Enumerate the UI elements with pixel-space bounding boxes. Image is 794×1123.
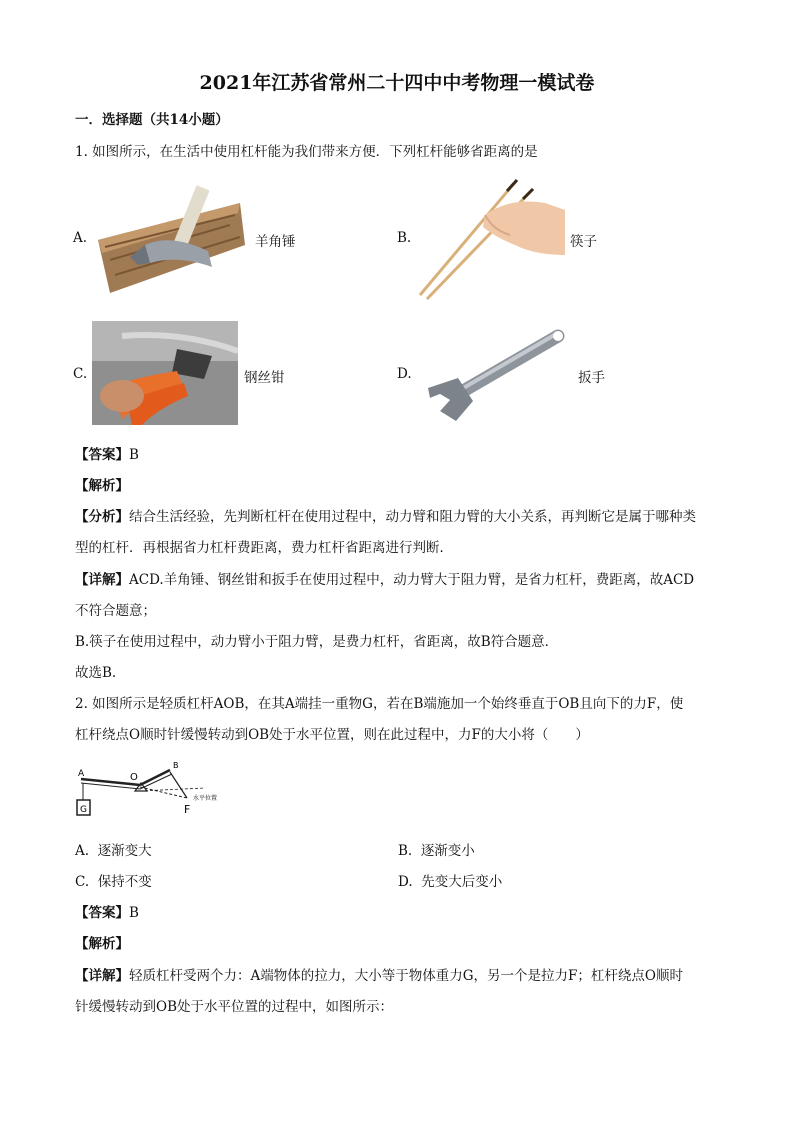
- q2-stem-line-1: 2. 如图所示是轻质杠杆AOB，在其A端挂一重物G，若在B端施加一个始终垂直于OB且向下的力F，使: [75, 696, 684, 712]
- q2-option-c: [75, 870, 152, 890]
- q2-option-a: [75, 839, 152, 859]
- q1-xiangjie-line-2: 不符合题意；: [75, 603, 156, 619]
- q2-xiangjie-line-1: [75, 964, 683, 984]
- q1-option-d-letter: D.: [397, 366, 412, 382]
- lever-label-f: F: [184, 803, 191, 816]
- lever-label-b: B: [173, 761, 179, 770]
- q1-xiangjie-text-1: ACD.羊角锤、钢丝钳和扳手在使用过程中，动力臂大于阻力臂，是省力杠杆，费距离，故ACD: [129, 572, 695, 588]
- q2-analysis-tag: 【解析】: [75, 936, 129, 952]
- q1-stem: 1. 如图所示，在生活中使用杠杆能为我们带来方便．下列杠杆能够省距离的是: [75, 144, 538, 160]
- lever-label-g: G: [80, 805, 87, 815]
- q1-answer-value: B: [129, 447, 139, 463]
- q1-answer-tag: 【答案】: [75, 447, 129, 463]
- q1-xiangjie-line-3: B.筷子在使用过程中，动力臂小于阻力臂，是费力杠杆，省距离，故B符合题意．: [75, 634, 559, 650]
- q1-option-b-label: 筷子: [570, 234, 597, 250]
- lever-label-a: A: [78, 769, 85, 779]
- q1-fenxi-tag: 【分析】: [75, 509, 129, 525]
- q2-answer: [75, 901, 139, 921]
- q2-option-d-letter: D.: [398, 874, 413, 890]
- q2-xiangjie-text-1: 轻质杠杆受两个力：A端物体的拉力，大小等于物体重力G，另一个是拉力F；杠杆绕点O顺时: [129, 968, 683, 984]
- q1-option-a-letter: A.: [73, 230, 88, 246]
- lever-diagram: [75, 758, 235, 820]
- q2-option-b: [398, 839, 475, 859]
- q2-xiangjie-line-2: 针缓慢转动到OB处于水平位置的过程中，如图所示：: [75, 999, 393, 1015]
- q1-option-c-letter: C.: [73, 366, 88, 382]
- q1-xiangjie-tag: 【详解】: [75, 572, 129, 588]
- lever-label-o: O: [130, 772, 138, 783]
- page-title: 2021年江苏省常州二十四中中考物理一模试卷: [199, 72, 595, 94]
- q1-xiangjie-line-1: [75, 568, 694, 588]
- chopsticks-image: [415, 175, 565, 303]
- q2-stem-line-2: 杠杆绕点O顺时针缓慢转动到OB处于水平位置，则在此过程中，力F的大小将（ ）: [75, 727, 589, 743]
- q2-option-d-text: 先变大后变小: [421, 874, 503, 890]
- lever-label-level: 水平位置: [193, 795, 218, 802]
- q2-option-d: [398, 870, 502, 890]
- pliers-image: [92, 321, 238, 425]
- hammer-image: [90, 185, 248, 295]
- q1-fenxi-line-2: 型的杠杆．再根据省力杠杆费距离，费力杠杆省距离进行判断．: [75, 540, 453, 556]
- section-heading: 一．选择题（共14小题）: [75, 112, 229, 128]
- q1-option-d-label: 扳手: [578, 370, 605, 386]
- q2-xiangjie-tag: 【详解】: [75, 968, 129, 984]
- q1-option-b-letter: B.: [397, 230, 412, 246]
- q2-option-a-text: 逐渐变大: [97, 843, 152, 859]
- q2-option-a-letter: A.: [75, 843, 90, 859]
- q1-option-c-label: 钢丝钳: [244, 370, 285, 386]
- q1-fenxi-text-1: 结合生活经验，先判断杠杆在使用过程中，动力臂和阻力臂的大小关系，再判断它是属于哪种类: [129, 509, 696, 525]
- q2-answer-tag: 【答案】: [75, 905, 129, 921]
- q1-conclusion: 故选B.: [75, 665, 117, 681]
- q2-answer-value: B: [129, 905, 139, 921]
- q2-option-b-letter: B.: [398, 843, 413, 859]
- q1-option-a-label: 羊角锤: [255, 234, 296, 250]
- q2-option-b-text: 逐渐变小: [420, 843, 475, 859]
- q1-analysis-tag: 【解析】: [75, 478, 129, 494]
- q2-option-c-text: 保持不变: [97, 874, 152, 890]
- q1-fenxi-line-1: [75, 505, 696, 525]
- wrench-image: [418, 326, 570, 426]
- q2-option-c-letter: C.: [75, 874, 90, 890]
- q1-answer: [75, 443, 139, 463]
